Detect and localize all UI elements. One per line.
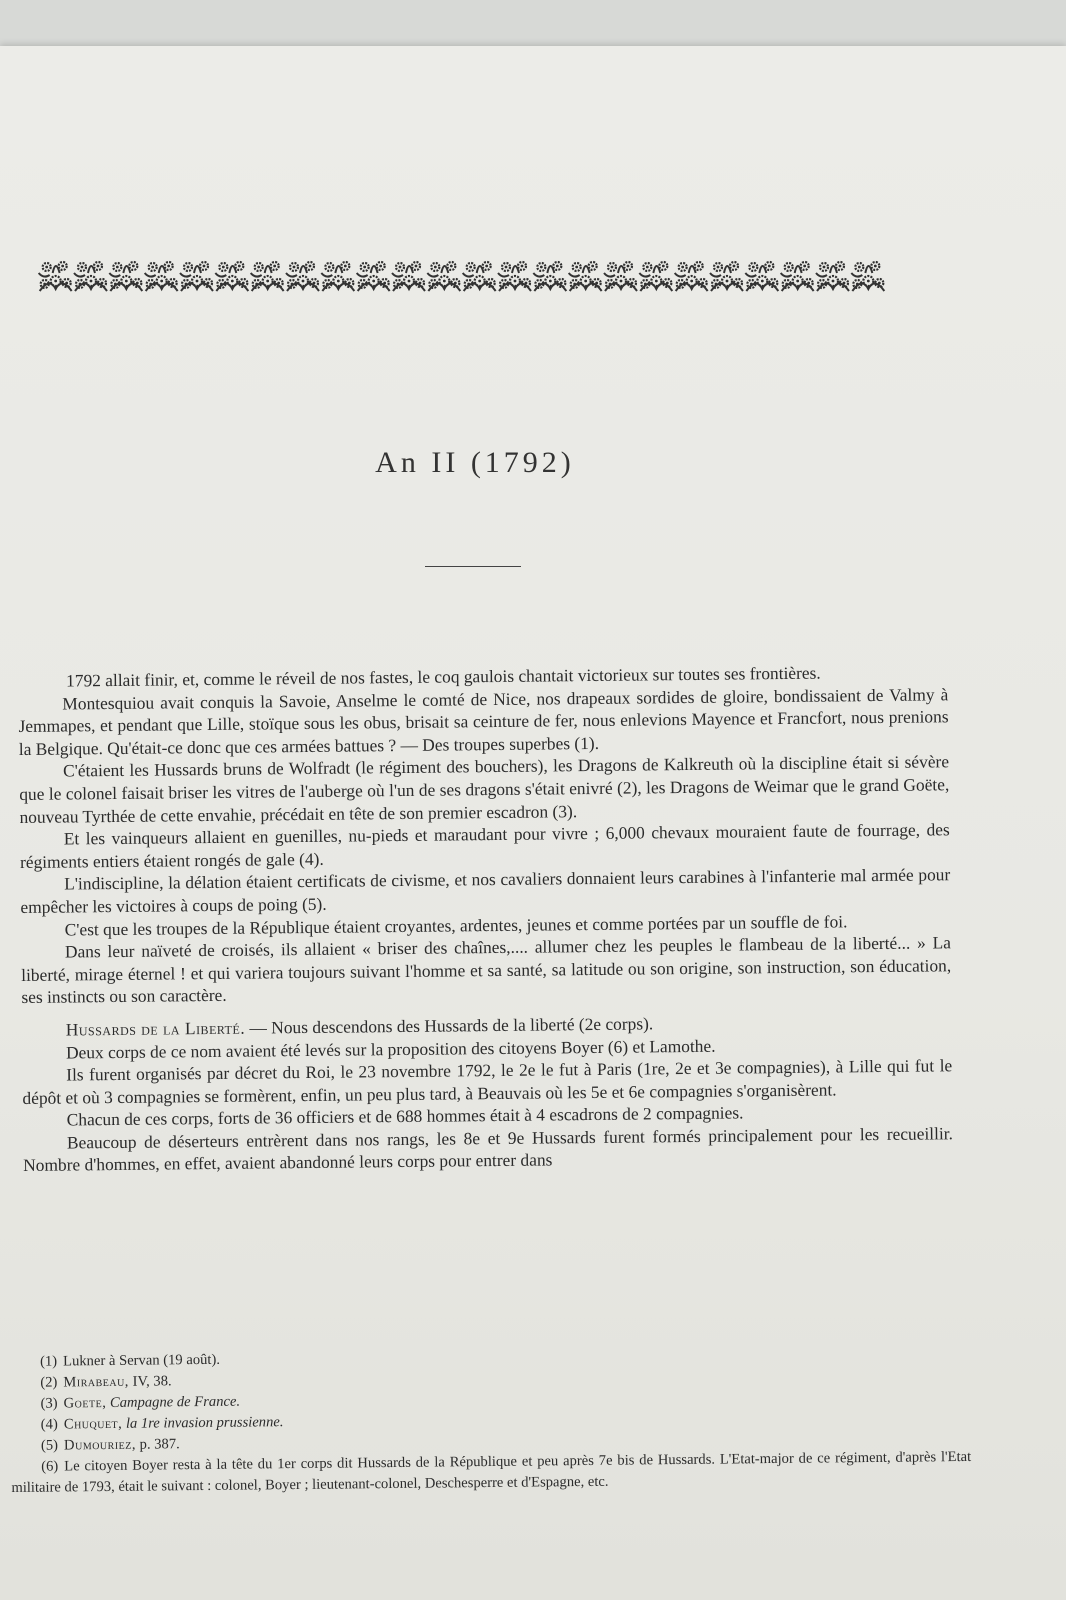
paragraph: Deux corps de ce nom avaient été levés sur la proposition des citoyens Boyer (6) et Lamothe. [65,1035,716,1063]
footnote-ref: (4) [40,1416,58,1433]
footnote-ref: (2) [40,1374,58,1391]
paragraph: C'est que les troupes de la République étaient croyantes, ardentes, jeunes et comme portées par un souffle de foi. [64,910,848,940]
footnote-text: p. 387. [135,1436,180,1453]
footnote-ref: (5) [40,1437,59,1454]
paragraph: 1792 allait finir, et, comme le réveil de nos fastes, le coq gaulois chantait victorieux sur toutes ses frontières. [66,662,821,691]
chapter-title: An II (1792) [375,446,575,479]
section-heading-rest: — Nous descendons des Hussards de la liberté (2e corps). [245,1013,654,1038]
footnote-author: Goete, [63,1394,107,1412]
footnote-text: la 1re invasion prussienne. [122,1414,284,1432]
paragraph: L'indiscipline, la délation étaient certificats de civisme, et nos cavaliers donnaient leurs carabines à l'infanterie mal armée pour empêcher les victoires à coups de poing (5). [20,864,951,917]
footnote-text: Campagne de France. [106,1393,241,1411]
paragraph: Chacun de ces corps, forts de 36 officiers et de 688 hommes était à 4 escadrons de 2 compagnies. [66,1102,744,1130]
paragraph: Et les vainqueurs allaient en guenilles, nu-pieds et maraudant pour vivre ; 6,000 chevaux mouraient faute de fourrage, des régiments entiers étaient rongés de gale (4). [19,819,950,872]
footnote-text: Lukner à Servan (19 août). [63,1351,221,1370]
footnote-ref: (1) [40,1353,58,1370]
section-heading: Hussards de la Liberté. [65,1017,246,1040]
book-page [0,46,1066,1600]
footnote-text: IV, 38. [128,1373,172,1390]
paragraph: Ils furent organisés par décret du Roi, le 23 novembre 1792, le 2e le fut à Paris (1re, 2e et 3e compagnies), à Lille qui fut le dépôt et où 3 compagnies se formèrent, enfin, un peu plus tard, à Beauvais où les 5e et 6e compagnies s'organisèrent. [22,1055,953,1108]
footnote-text: Le citoyen Boyer resta à la tête du 1er corps dit Hussards de la République et peu après 7e bis de Hussards. L'Etat-major de ce régiment, d'après l'Etat militaire de 1793, était le suivant : colonel, Boyer ; lieutenant-colonel, Deschesperre et d'Espagne, etc. [11,1448,972,1496]
floral-ornament-icon [38,254,886,296]
title-rule [425,566,521,567]
footnote-author: Chuquet, [63,1415,123,1433]
footnote-ref: (6) [41,1458,59,1475]
paragraph: Beaucoup de déserteurs entrèrent dans nos rangs, les 8e et 9e Hussards furent formés principalement pour les recueillir. Nombre d'hommes, en effet, avaient abandonné leurs corps pour entrer dans [23,1123,954,1176]
floral-ornament-band [38,254,886,296]
footnote-author: Mirabeau, [63,1373,130,1391]
footnote-ref: (3) [40,1395,58,1412]
footnote [11,1447,971,1499]
body-text [18,660,953,1177]
paragraph: Montesquiou avait conquis la Savoie, Anselme le comté de Nice, nos drapeaux sordides de gloire, bondissaient de Valmy à Jemmapes, et pendant que Lille, stoïque sous les obus, brisait sa ceinture de fer, nous enlevions Mayence et Francfort, nous prenions la Belgique. Qu'était-ce donc que ces armées battues ? — Des troupes superbes (1). [18,683,949,759]
paragraph: Dans leur naïveté de croisés, ils allaient « briser des chaînes,.... allumer chez les peuples le flambeau de la liberté... » La liberté, mirage éternel ! et qui variera toujours suivant l'homme et sa santé, sa latitude ou son origine, son instruction, son éducation, ses instincts ou son caractère. [21,932,952,1008]
footnotes [10,1342,971,1499]
footnote-author: Dumouriez, [63,1436,137,1454]
paragraph: C'étaient les Hussards bruns de Wolfradt (le régiment des bouchers), les Dragons de Kalkreuth où la discipline était si sévère que le colonel faisait briser les vitres de l'auberge où l'un de ses dragons s'était enivré (2), les Dragons de Weimar que le grand Goëte, nouveau Tyrthée de cette envahie, précédait en tête de son premier escadron (3). [19,751,950,827]
